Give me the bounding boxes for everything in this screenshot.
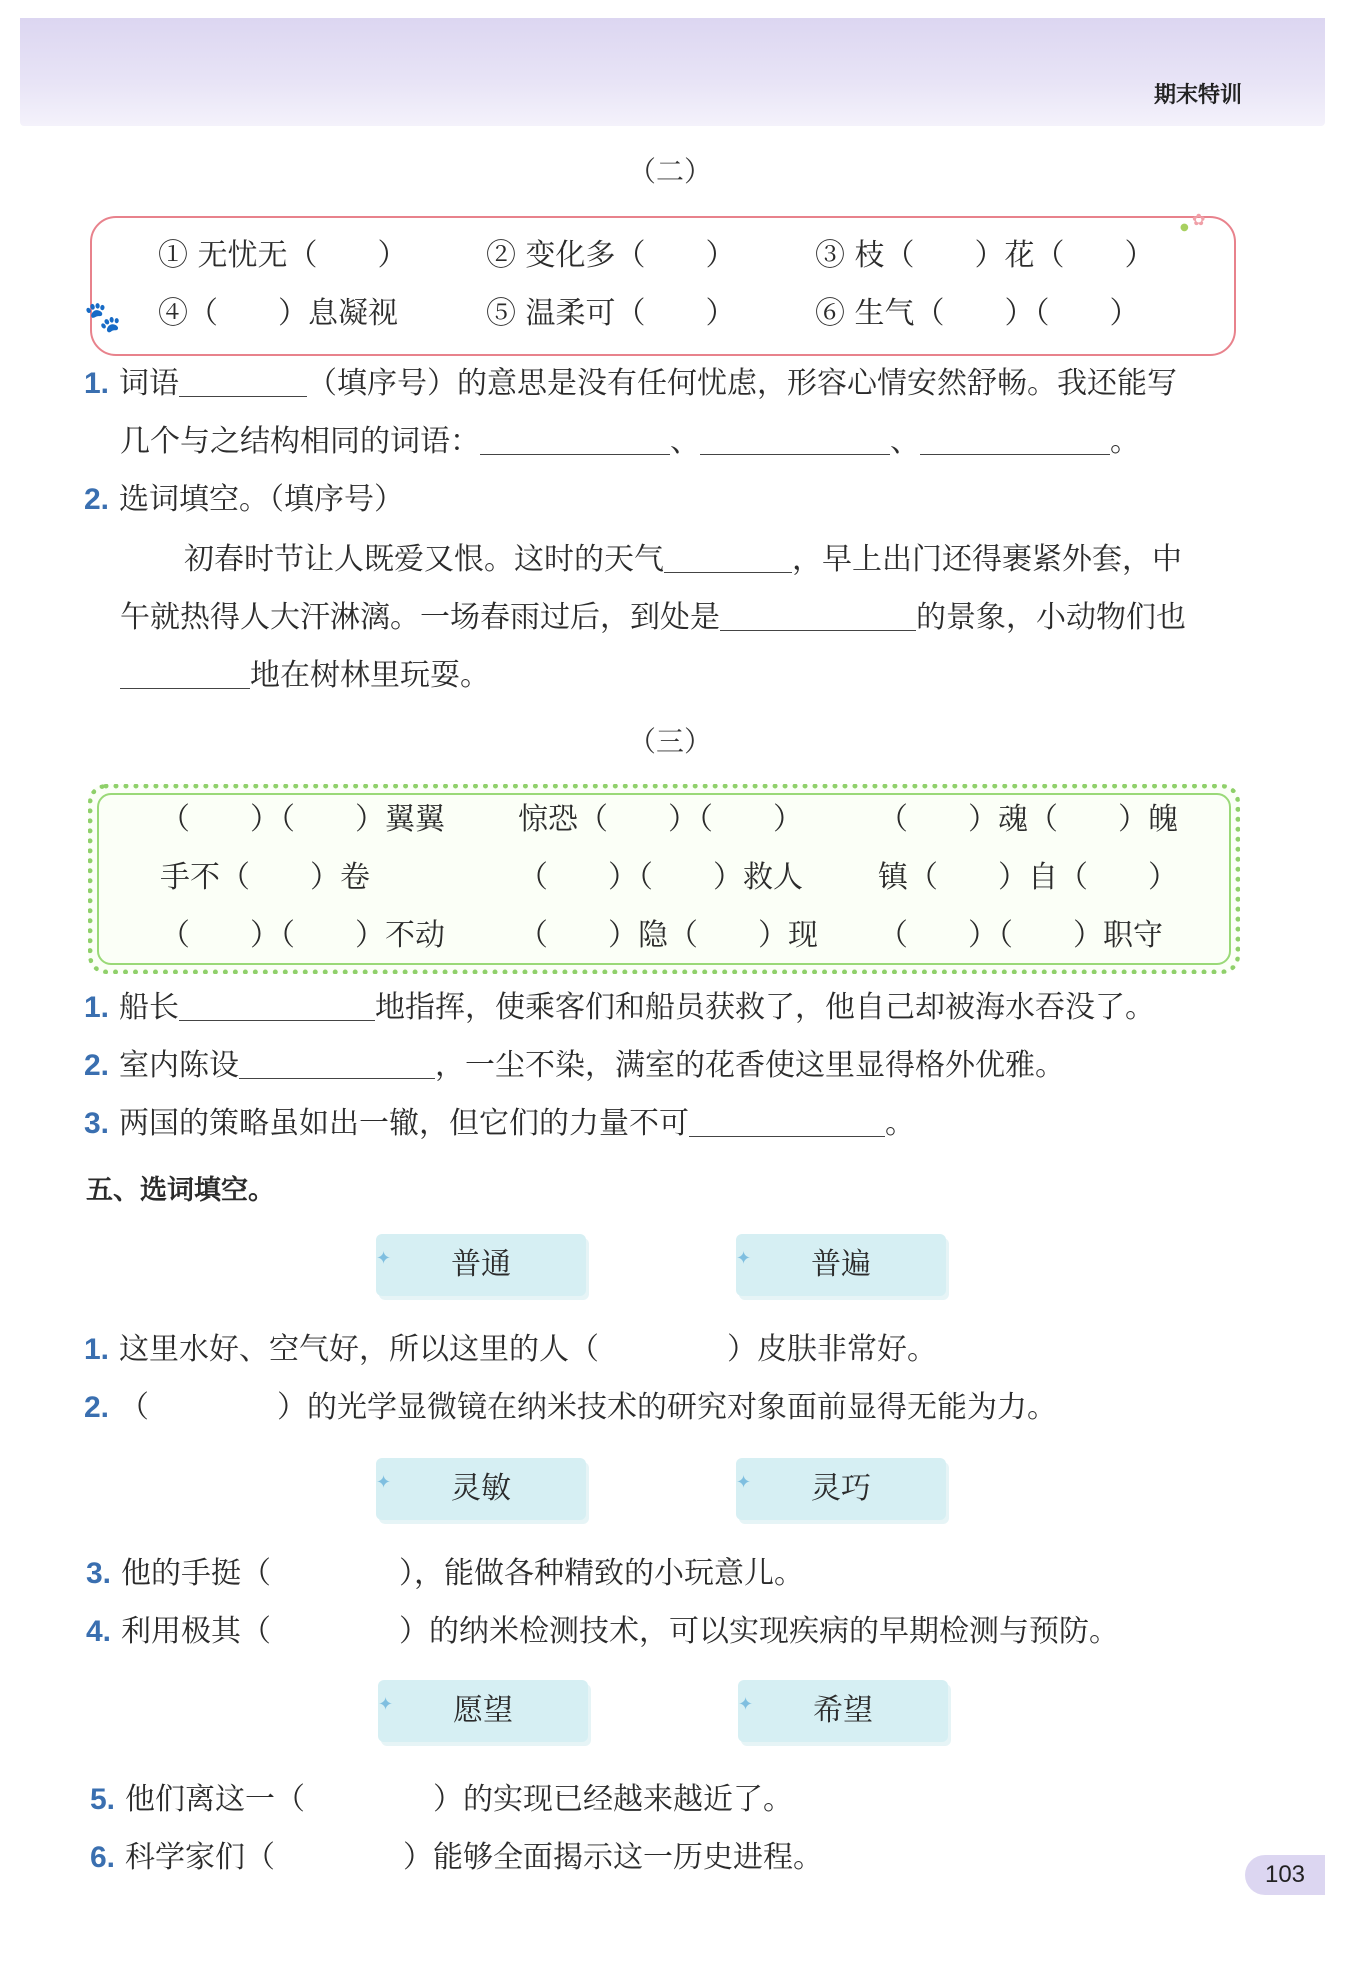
q5-2 xyxy=(84,1388,1057,1428)
q-text: 船长 xyxy=(119,990,180,1025)
q-text: ）的实现已经越来越近了。 xyxy=(433,1782,794,1817)
separator: 、 xyxy=(890,424,920,459)
sparkle-icon: ✦ xyxy=(376,1472,392,1493)
box3-r2-c1: 手不（ ）卷 xyxy=(160,860,370,895)
sparkle-icon: ✦ xyxy=(378,1694,394,1715)
answer-blank[interactable] xyxy=(689,1106,885,1137)
q-text: 这里水好、空气好，所以这里的人（ xyxy=(119,1332,600,1367)
section-title-3: （三） xyxy=(628,725,713,758)
q3-1 xyxy=(84,988,1155,1028)
q2-2-para-line3 xyxy=(120,656,490,696)
q-text: （填序号）的意思是没有任何忧虑，形容心情安然舒畅。我还能写 xyxy=(307,366,1178,401)
word-option-2 xyxy=(736,1234,946,1296)
q2-2-title xyxy=(84,480,404,520)
answer-blank[interactable] xyxy=(664,542,792,573)
separator: 、 xyxy=(670,424,700,459)
q-text: 他们离这一（ xyxy=(125,1782,306,1817)
box3-r3-c2: （ ）隐（ ）现 xyxy=(518,918,818,953)
word-text: 灵巧 xyxy=(811,1471,871,1506)
box3-r1-c2: 惊恐（ ）（ ） xyxy=(518,802,803,837)
q-text: 的景象，小动物们也 xyxy=(916,600,1186,635)
q5-6 xyxy=(90,1838,823,1878)
q-text: ）皮肤非常好。 xyxy=(727,1332,938,1367)
q-number: 3. xyxy=(86,1557,112,1590)
box2-r2-c1: ④（ ）息凝视 xyxy=(158,296,398,331)
q-text: ）的光学显微镜在纳米技术的研究对象面前显得无能为力。 xyxy=(277,1390,1058,1425)
box3-r3-c3: （ ）（ ）职守 xyxy=(878,918,1163,953)
q-text: 利用极其（ xyxy=(121,1614,272,1649)
answer-blank[interactable] xyxy=(700,424,890,455)
q-number: 5. xyxy=(90,1783,116,1816)
answer-blank[interactable] xyxy=(179,990,375,1021)
answer-blank[interactable] xyxy=(720,600,916,631)
q-number: 2. xyxy=(84,1391,110,1424)
q5-1 xyxy=(84,1330,937,1370)
paw-icon: 🐾 xyxy=(84,300,122,335)
q-text: 他的手挺（ xyxy=(121,1556,272,1591)
q-text: 午就热得人大汗淋漓。一场春雨过后，到处是 xyxy=(120,600,720,635)
sparkle-icon: ✦ xyxy=(376,1248,392,1269)
word-text: 灵敏 xyxy=(451,1471,511,1506)
q-number: 1. xyxy=(84,367,110,400)
q3-3 xyxy=(84,1104,915,1144)
q-number: 4. xyxy=(86,1615,112,1648)
answer-blank[interactable] xyxy=(239,1048,435,1079)
sparkle-icon: ✦ xyxy=(736,1472,752,1493)
q-text: 科学家们（ xyxy=(125,1840,276,1875)
q-text: （ xyxy=(119,1390,150,1425)
q5-3 xyxy=(86,1554,804,1594)
q-text: 选词填空。（填序号） xyxy=(119,482,405,517)
word-option-3 xyxy=(376,1458,586,1520)
answer-blank[interactable] xyxy=(480,424,670,455)
q-number: 6. xyxy=(90,1841,116,1874)
q-text: ）能够全面揭示这一历史进程。 xyxy=(403,1840,824,1875)
q3-2 xyxy=(84,1046,1065,1086)
word-option-5 xyxy=(378,1680,588,1742)
word-option-6 xyxy=(738,1680,948,1742)
box3-r1-c1: （ ）（ ）翼翼 xyxy=(160,802,445,837)
dot-icon: ● xyxy=(1180,222,1189,233)
q5-4 xyxy=(86,1612,1119,1652)
section-title-2: （二） xyxy=(628,155,713,188)
box2-r2-c3: ⑥ 生气（ ）（ ） xyxy=(815,296,1140,331)
word-text: 普通 xyxy=(451,1247,511,1282)
box2-r2-c2: ⑤ 温柔可（ ） xyxy=(486,296,736,331)
header-tag: 期末特训 xyxy=(1153,83,1242,108)
header-band xyxy=(20,18,1325,126)
answer-blank[interactable] xyxy=(120,658,250,689)
q-number: 2. xyxy=(84,483,110,516)
word-text: 希望 xyxy=(813,1693,873,1728)
q-number: 1. xyxy=(84,1333,110,1366)
word-option-1 xyxy=(376,1234,586,1296)
q-text: 词语 xyxy=(119,366,180,401)
q2-1-line2 xyxy=(120,422,1140,462)
q-text: 地在树林里玩耍。 xyxy=(250,658,490,693)
word-text: 愿望 xyxy=(453,1693,513,1728)
q2-2-para-line2 xyxy=(120,598,1186,638)
q-text: ，早上出门还得裹紧外套，中 xyxy=(792,542,1182,577)
q-text: 。 xyxy=(885,1106,916,1141)
q-text: 初春时节让人既爱又恨。这时的天气 xyxy=(184,542,664,577)
flower-icon: ✿ xyxy=(1192,210,1206,229)
q2-1-line1 xyxy=(84,364,1177,404)
q5-5 xyxy=(90,1780,793,1820)
q-text: 室内陈设 xyxy=(119,1048,240,1083)
q2-2-para-line1 xyxy=(184,540,1182,580)
q-text: ）的纳米检测技术，可以实现疾病的早期检测与预防。 xyxy=(399,1614,1120,1649)
q-text: ，一尘不染，满室的花香使这里显得格外优雅。 xyxy=(435,1048,1066,1083)
q-text: 两国的策略虽如出一辙，但它们的力量不可 xyxy=(119,1106,690,1141)
q-text: 地指挥，使乘客们和船员获救了，他自己却被海水吞没了。 xyxy=(375,990,1156,1025)
q-number: 1. xyxy=(84,991,110,1024)
q-text: 几个与之结构相同的词语： xyxy=(120,424,480,459)
word-option-4 xyxy=(736,1458,946,1520)
answer-blank[interactable] xyxy=(920,424,1110,455)
box2-r1-c1: ① 无忧无（ ） xyxy=(158,238,408,273)
box2-r1-c2: ② 变化多（ ） xyxy=(486,238,736,273)
answer-blank[interactable] xyxy=(179,366,307,397)
sparkle-icon: ✦ xyxy=(736,1248,752,1269)
q-number: 3. xyxy=(84,1107,110,1140)
q-text: ），能做各种精致的小玩意儿。 xyxy=(399,1556,805,1591)
box3-r1-c3: （ ）魂（ ）魄 xyxy=(878,802,1178,837)
sparkle-icon: ✦ xyxy=(738,1694,754,1715)
word-text: 普遍 xyxy=(811,1247,871,1282)
box3-r2-c2: （ ）（ ）救人 xyxy=(518,860,803,895)
box3-r2-c3: 镇（ ）自（ ） xyxy=(878,860,1178,895)
box2-r1-c3: ③ 枝（ ）花（ ） xyxy=(815,238,1155,273)
q-number: 2. xyxy=(84,1049,110,1082)
section-heading-5: 五、选词填空。 xyxy=(86,1175,275,1206)
page-number: 103 xyxy=(1245,1855,1325,1895)
period: 。 xyxy=(1110,424,1140,459)
box3-r3-c1: （ ）（ ）不动 xyxy=(160,918,445,953)
